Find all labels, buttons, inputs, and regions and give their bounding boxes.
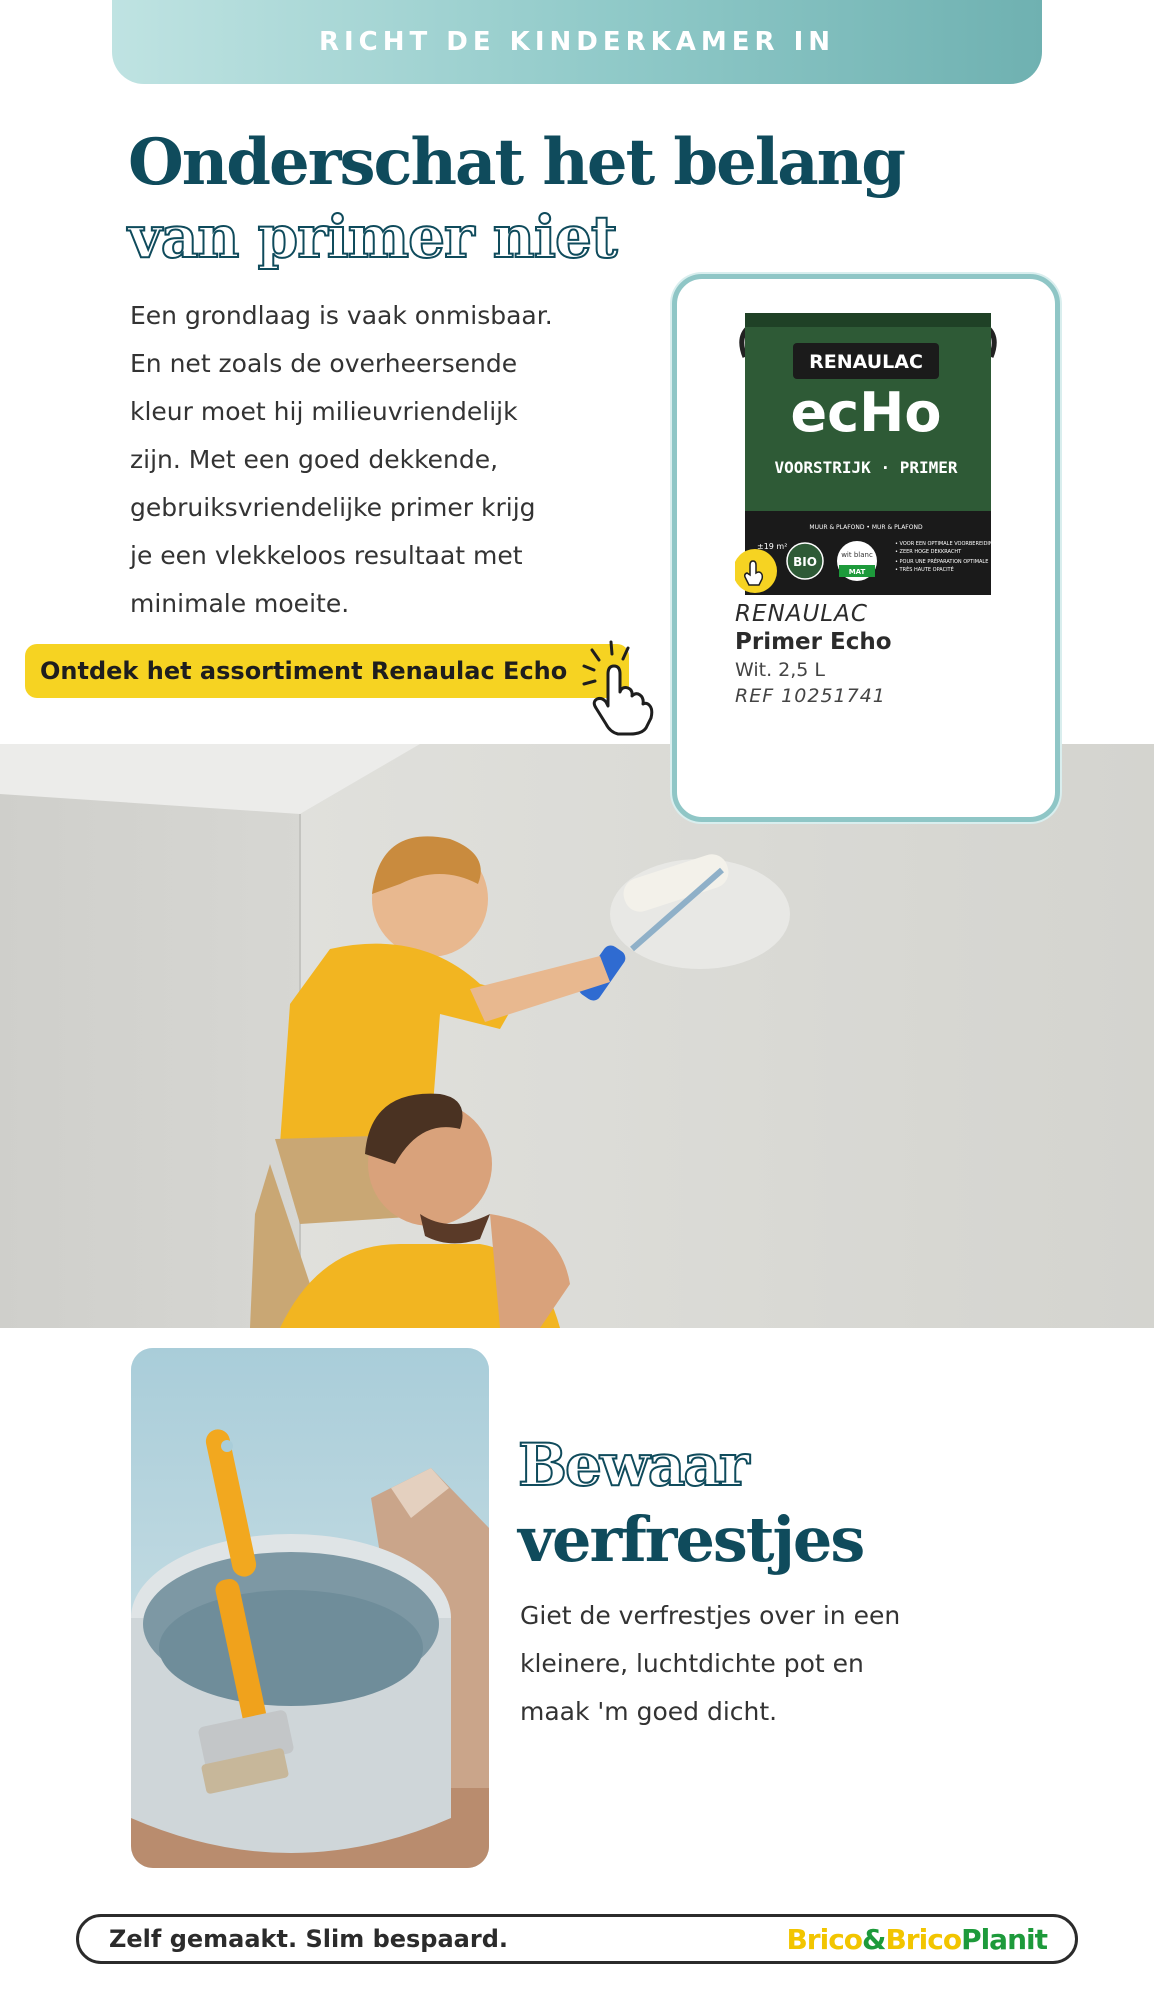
can-product: ecHo — [790, 381, 942, 444]
photo-father-child-painting — [0, 744, 1154, 1328]
can-claim: • POUR UNE PRÉPARATION OPTIMALE — [895, 559, 989, 565]
photo-paint-bucket — [131, 1348, 489, 1868]
can-color: wit blanc — [841, 551, 873, 559]
tip-paragraph — [520, 1592, 960, 1736]
photo-illustration — [0, 744, 1154, 1328]
logo-part-planit: Planit — [961, 1922, 1047, 1956]
intro-line: minimale moeite. — [130, 589, 350, 618]
intro-line: kleur moet hij milieuvriendelijk — [130, 397, 518, 426]
footer-slogan: Zelf gemaakt. Slim bespaard. — [109, 1925, 509, 1953]
section-banner — [112, 0, 1042, 84]
can-surface: MUUR & PLAFOND • MUR & PLAFOND — [809, 524, 923, 531]
product-brand: RENAULAC — [735, 601, 868, 627]
paint-can-image — [735, 307, 1001, 597]
can-brand: RENAULAC — [809, 351, 923, 373]
can-volume: ±19 m² — [757, 542, 788, 551]
can-bio: BIO — [793, 555, 817, 569]
can-claim: • VOOR EEN OPTIMALE VOORBEREIDING — [895, 541, 997, 547]
banner-text: RICHT DE KINDERKAMER IN — [318, 27, 836, 57]
can-type: VOORSTRIJK · PRIMER — [774, 458, 958, 477]
headline-line-2: van primer niet — [128, 203, 617, 271]
intro-line: zijn. Met een goed dekkende, — [130, 445, 499, 474]
intro-paragraph — [130, 292, 650, 628]
tip-line: maak 'm goed dicht. — [520, 1697, 778, 1726]
can-claim: • ZEER HOGE DEKKRACHT — [895, 549, 962, 555]
logo-part-brico: Brico — [786, 1922, 863, 1956]
tip-line: kleinere, luchtdichte pot en — [520, 1649, 864, 1678]
product-name: Primer Echo — [735, 629, 892, 655]
tip-line: Giet de verfrestjes over in een — [520, 1601, 901, 1630]
bucket-illustration — [131, 1348, 489, 1868]
tip-title-line-1: Bewaar — [518, 1431, 748, 1499]
cta-assortment-button[interactable] — [25, 644, 629, 698]
tip-title-line-2: verfrestjes — [518, 1503, 864, 1576]
logo-ampersand: & — [862, 1922, 886, 1956]
headline-line-1: Onderschat het belang — [128, 125, 904, 200]
intro-line: Een grondlaag is vaak onmisbaar. — [130, 301, 553, 330]
intro-line: je een vlekkeloos resultaat met — [130, 541, 523, 570]
intro-line: gebruiksvriendelijke primer krijg — [130, 493, 536, 522]
can-claim: • TRÈS HAUTE OPACITÉ — [895, 567, 954, 573]
intro-line: En net zoals de overheersende — [130, 349, 518, 378]
hand-pointer-icon[interactable] — [578, 636, 660, 736]
brico-logo[interactable] — [786, 1923, 1047, 1956]
product-ref: REF 10251741 — [735, 685, 886, 707]
footer-bar — [76, 1914, 1078, 1964]
cta-label: Ontdek het assortiment Renaulac Echo — [40, 657, 568, 685]
can-finish: MAT — [848, 568, 866, 576]
logo-part-brico-2: Brico — [885, 1922, 962, 1956]
product-variant: Wit. 2,5 L — [735, 659, 826, 681]
product-card[interactable] — [672, 274, 1060, 822]
